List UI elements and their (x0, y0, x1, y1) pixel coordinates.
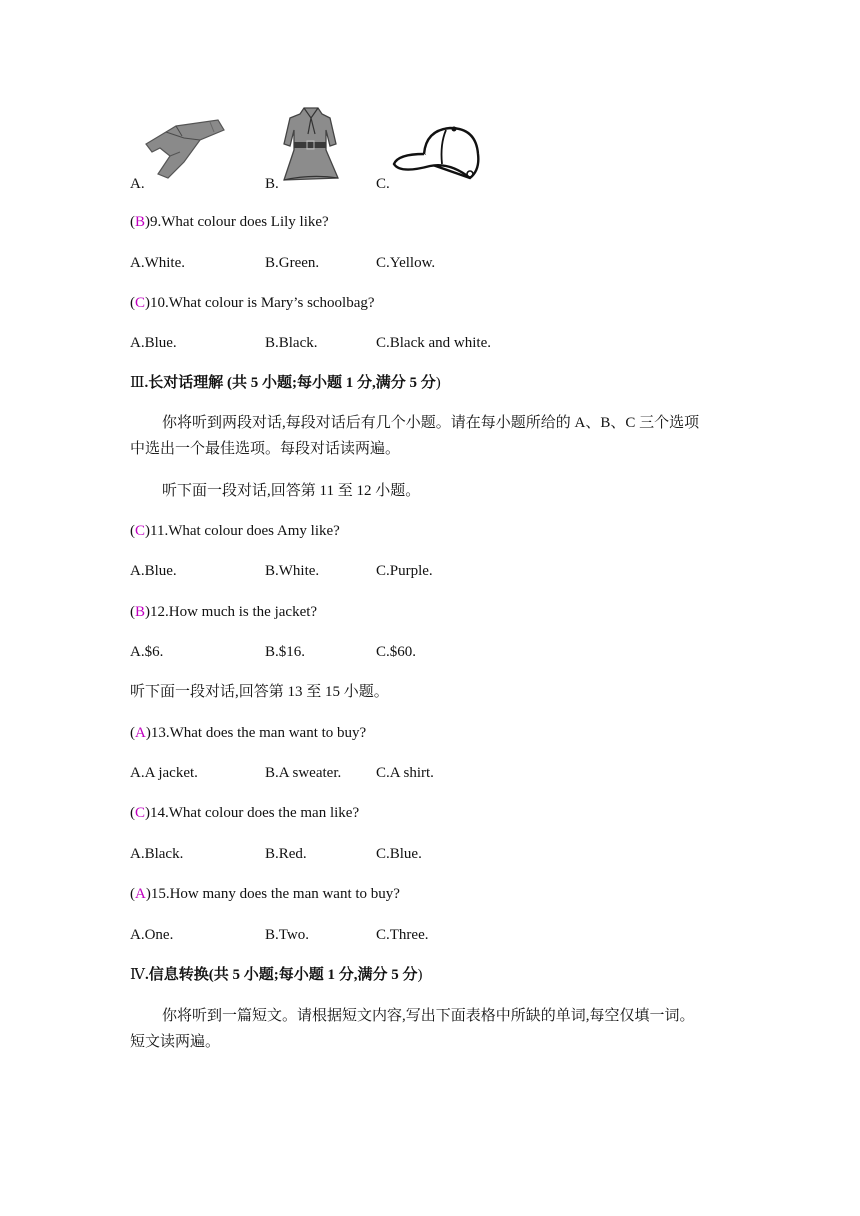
answer-13: A (135, 725, 146, 741)
q10-option-a: A.Blue. (130, 335, 177, 351)
section-4-instruction-line-1: 你将听到一篇短文。请根据短文内容,写出下面表格中所缺的单词,每空仅填一词。 (162, 1008, 695, 1024)
question-14: (C)14.What colour does the man like? (130, 805, 360, 821)
question-9: (B)9.What colour does Lily like? (130, 214, 329, 230)
answer-9: B (135, 214, 146, 230)
question-11-text: )11.What colour does Amy like? (145, 523, 340, 539)
section-3-title: .长对话理解 (144, 375, 227, 391)
q14-option-c: C.Blue. (376, 846, 422, 862)
q8-option-c: C. (376, 176, 390, 192)
section-4-heading (130, 968, 423, 983)
section-4-roman: Ⅳ (130, 967, 145, 983)
q13-option-a: A.A jacket. (130, 765, 198, 781)
q13-option-b: B.A sweater. (265, 765, 342, 781)
section-4-close: ) (417, 967, 423, 983)
question-12: (B)12.How much is the jacket? (130, 604, 318, 620)
q15-option-a: A.One. (130, 927, 174, 943)
section-3-scoring: (共 5 小题;每小题 1 分,满分 5 分 (226, 375, 436, 391)
jeans-icon (140, 118, 226, 180)
dialog-2-instruction: 听下面一段对话,回答第 13 至 15 小题。 (130, 684, 389, 700)
q9-option-c: C.Yellow. (376, 255, 436, 271)
q8-option-a: A. (130, 176, 145, 192)
q11-option-b: B.White. (265, 563, 320, 579)
q10-option-b: B.Black. (265, 335, 318, 351)
question-13: (A)13.What does the man want to buy? (130, 725, 367, 741)
q9-option-b: B.Green. (265, 255, 320, 271)
question-14-text: )14.What colour does the man like? (145, 805, 360, 821)
answer-12: B (135, 604, 146, 620)
q9-option-a: A.White. (130, 255, 185, 271)
section-4-instruction-line-2: 短文读两遍。 (130, 1034, 221, 1050)
section-4-scoring: (共 5 小题;每小题 1 分,满分 5 分 (208, 967, 418, 983)
q14-option-b: B.Red. (265, 846, 307, 862)
cap-icon (390, 124, 484, 188)
dress-icon (278, 104, 344, 186)
question-10-text: )10.What colour is Mary’s schoolbag? (145, 295, 375, 311)
section-3-instruction-line-2: 中选出一个最佳选项。每段对话读两遍。 (130, 441, 401, 457)
answer-11: C (135, 523, 146, 539)
q11-option-a: A.Blue. (130, 563, 177, 579)
question-15-text: )15.How many does the man want to buy? (145, 886, 400, 902)
answer-10: C (135, 295, 146, 311)
section-3-instruction-line-1: 你将听到两段对话,每段对话后有几个小题。请在每小题所给的 A、B、C 三个选项 (162, 415, 700, 431)
question-9-text: )9.What colour does Lily like? (145, 214, 329, 230)
answer-15: A (135, 886, 146, 902)
q15-option-b: B.Two. (265, 927, 309, 943)
q8-option-b: B. (265, 176, 279, 192)
section-3-close: ) (435, 375, 441, 391)
section-3-roman: Ⅲ (130, 375, 145, 391)
answer-14: C (135, 805, 146, 821)
section-3-heading (130, 376, 441, 391)
section-4-title: .信息转换 (145, 967, 209, 983)
dialog-1-instruction: 听下面一段对话,回答第 11 至 12 小题。 (162, 483, 421, 499)
question-12-text: )12.How much is the jacket? (145, 604, 318, 620)
question-13-text: )13.What does the man want to buy? (145, 725, 367, 741)
question-10: (C)10.What colour is Mary’s schoolbag? (130, 295, 375, 311)
question-11: (C)11.What colour does Amy like? (130, 523, 340, 539)
question-15: (A)15.How many does the man want to buy? (130, 886, 400, 902)
q12-option-c: C.$60. (376, 644, 417, 660)
q10-option-c: C.Black and white. (376, 335, 491, 351)
q14-option-a: A.Black. (130, 846, 184, 862)
q12-option-a: A.$6. (130, 644, 164, 660)
q12-option-b: B.$16. (265, 644, 306, 660)
q13-option-c: C.A shirt. (376, 765, 434, 781)
q15-option-c: C.Three. (376, 927, 429, 943)
q11-option-c: C.Purple. (376, 563, 433, 579)
